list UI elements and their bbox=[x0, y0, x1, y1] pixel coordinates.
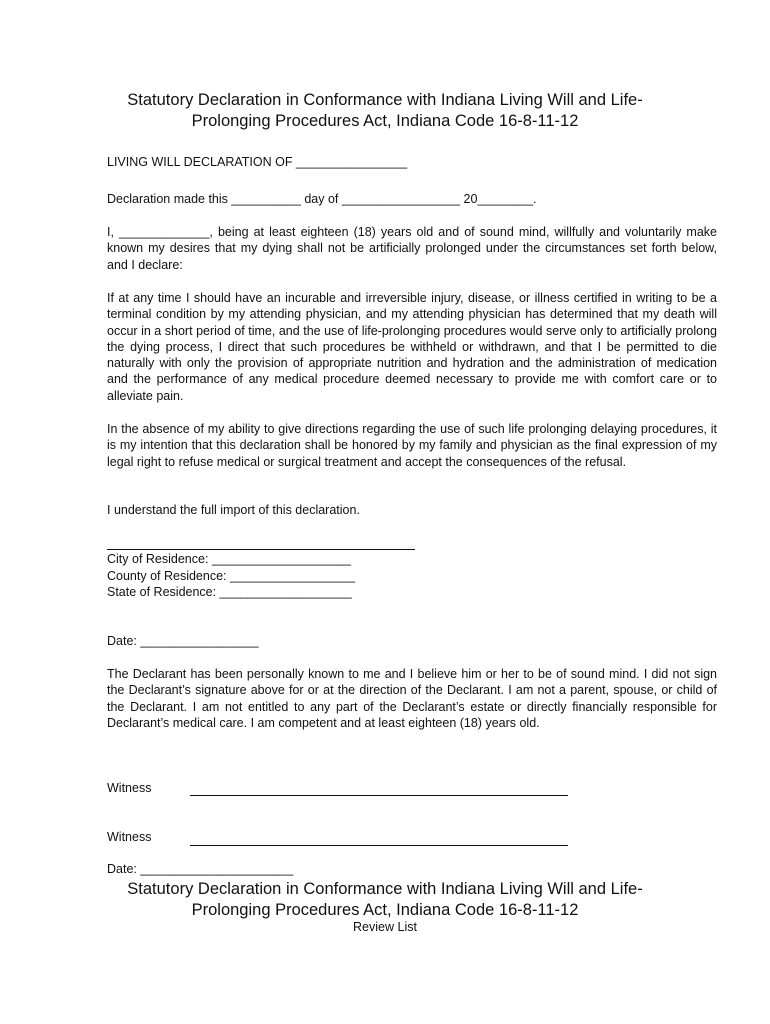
footer-title bbox=[60, 879, 710, 921]
declaration-of-line: LIVING WILL DECLARATION OF ________________ bbox=[107, 155, 408, 169]
condition-paragraph: If at any time I should have an incurable and irreversible injury, disease, or illness certified in writing to be a terminal condition by my attending physician, and my attending physician has determined that my death will occur in a short period of time, and the use of life-prolonging procedures would serve only to artificially prolong the dying process, I direct that such procedures be withheld or withdrawn, and that I be permitted to die naturally with only the provision of appropriate nutrition and hydration and the administration of medication and the performance of any medical procedure deemed necessary to provide me with comfort care or to alleviate pain. bbox=[107, 291, 717, 403]
witness-paragraph: The Declarant has been personally known to me and I believe him or her to be of sound mind. I did not sign the Declarant’s signature above for or at the direction of the Declarant. I am not a parent, spouse, or child of the Declarant. I am not entitled to any part of the Declarant’s estate or directly financially responsible for Declarant’s medical care. I am competent and at least eighteen (18) years old. bbox=[107, 667, 717, 730]
footer-subtitle: Review List bbox=[353, 920, 417, 934]
witness-label: Witness bbox=[107, 781, 152, 795]
witness-date-line: Date: ______________________ bbox=[107, 862, 294, 876]
declaration-made-line: Declaration made this __________ day of _________________ 20________. bbox=[107, 192, 537, 206]
witness-signature-line bbox=[190, 845, 568, 846]
witness-signature-line bbox=[190, 795, 568, 796]
footer-title-line-2: Prolonging Procedures Act, Indiana Code 16-8-11-12 bbox=[191, 901, 579, 919]
date-line: Date: _________________ bbox=[107, 634, 259, 648]
witness-label: Witness bbox=[107, 830, 152, 844]
understand-statement: I understand the full import of this declaration. bbox=[107, 503, 360, 517]
title-line-1: Statutory Declaration in Conformance with Indiana Living Will and Life- bbox=[127, 91, 643, 109]
intro-paragraph: I, _____________, being at least eighteen (18) years old and of sound mind, willfully and voluntarily make known my desires that my dying shall not be artificially prolonged under the circumstances set forth below, and I declare: bbox=[107, 225, 717, 272]
state-of-residence: State of Residence: ___________________ bbox=[107, 585, 352, 599]
county-of-residence: County of Residence: __________________ bbox=[107, 569, 356, 583]
footer-title-line-1: Statutory Declaration in Conformance with Indiana Living Will and Life- bbox=[127, 880, 643, 898]
document-title bbox=[60, 90, 710, 132]
city-of-residence: City of Residence: ____________________ bbox=[107, 552, 351, 566]
title-line-2: Prolonging Procedures Act, Indiana Code 16-8-11-12 bbox=[191, 112, 579, 130]
declarant-signature-line bbox=[107, 549, 415, 550]
absence-paragraph: In the absence of my ability to give directions regarding the use of such life prolonging delaying procedures, it is my intention that this declaration shall be honored by my family and physician as the final expression of my legal right to refuse medical or surgical treatment and accept the consequences of the refusal. bbox=[107, 422, 717, 469]
